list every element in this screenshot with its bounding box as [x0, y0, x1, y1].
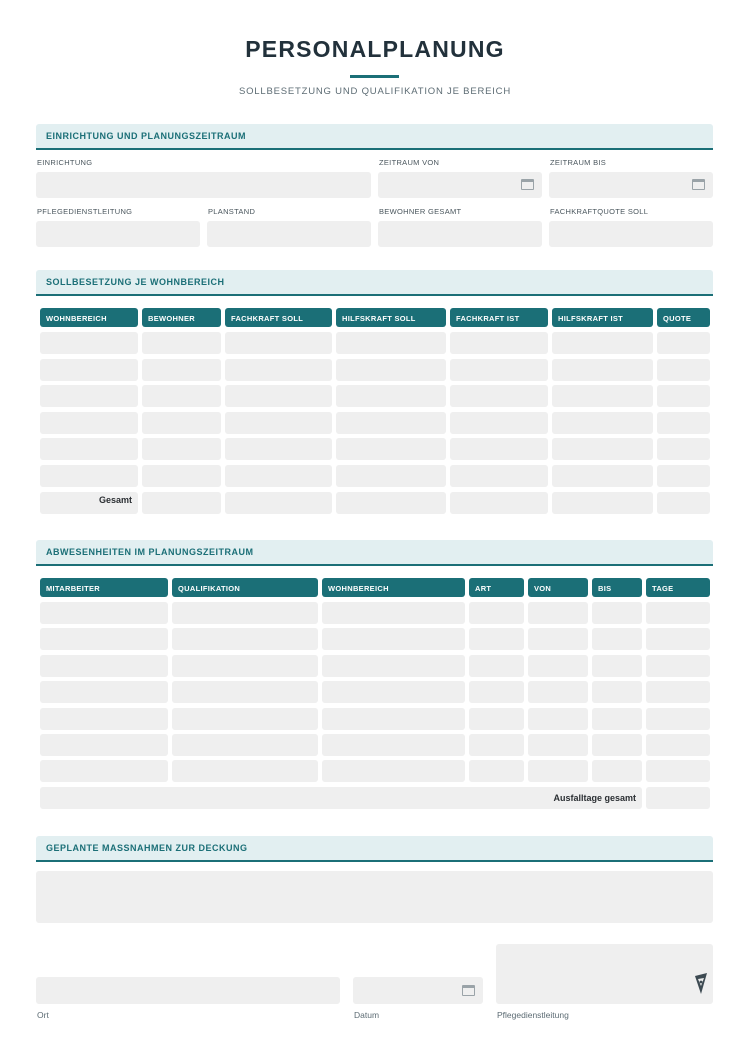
table-cell[interactable] [172, 708, 318, 730]
table-cell[interactable] [142, 385, 221, 407]
column-header: ART [469, 578, 524, 597]
table-cell[interactable] [552, 385, 653, 407]
table-cell[interactable] [646, 681, 710, 703]
table-cell[interactable] [646, 628, 710, 650]
table-cell[interactable] [552, 412, 653, 434]
table-cell[interactable] [40, 412, 138, 434]
table-cell[interactable] [336, 359, 446, 381]
section-heading: GEPLANTE MASSNAHMEN ZUR DECKUNG [46, 843, 248, 853]
table-cell[interactable] [142, 359, 221, 381]
table-cell[interactable] [172, 602, 318, 624]
table-cell[interactable] [552, 492, 653, 514]
table-cell[interactable] [657, 385, 710, 407]
datum-label: Datum [354, 1010, 380, 1020]
section-heading: EINRICHTUNG UND PLANUNGSZEITRAUM [46, 131, 246, 141]
column-header: MITARBEITER [40, 578, 168, 597]
table-cell[interactable] [450, 412, 548, 434]
table-cell[interactable] [322, 655, 465, 677]
column-header: VON [528, 578, 588, 597]
signature-field[interactable] [496, 944, 713, 1004]
table-cell[interactable] [225, 332, 332, 354]
table-cell[interactable] [40, 655, 168, 677]
table-cell[interactable] [450, 332, 548, 354]
table-cell[interactable] [336, 332, 446, 354]
table-cell[interactable] [40, 760, 168, 782]
table-cell[interactable] [172, 628, 318, 650]
table-cell[interactable] [469, 628, 524, 650]
table-cell[interactable] [592, 655, 642, 677]
table-cell[interactable] [592, 734, 642, 756]
table-cell[interactable] [657, 412, 710, 434]
column-header: WOHNBEREICH [322, 578, 465, 597]
table-cell[interactable] [469, 708, 524, 730]
table-cell[interactable] [322, 760, 465, 782]
column-header: BIS [592, 578, 642, 597]
table-cell[interactable] [142, 465, 221, 487]
column-header: WOHNBEREICH [40, 308, 138, 327]
signature-pen-icon [692, 972, 710, 996]
section-heading: ABWESENHEITEN IM PLANUNGSZEITRAUM [46, 547, 254, 557]
table-cell[interactable] [646, 655, 710, 677]
calendar-icon[interactable] [521, 179, 534, 190]
table-cell[interactable] [142, 412, 221, 434]
table-cell[interactable] [225, 465, 332, 487]
table-cell[interactable] [450, 438, 548, 460]
section-heading: SOLLBESETZUNG JE WOHNBEREICH [46, 277, 225, 287]
pflegedienstleitung-signature-label: Pflegedienstleitung [497, 1010, 569, 1020]
table-cell[interactable] [528, 602, 588, 624]
table-cell[interactable] [142, 438, 221, 460]
table-cell[interactable] [528, 760, 588, 782]
table-cell[interactable] [336, 412, 446, 434]
zeitraum-von-label: ZEITRAUM VON [379, 158, 440, 167]
massnahmen-textarea[interactable] [36, 871, 713, 923]
title-rule [350, 75, 399, 78]
page-title: PERSONALPLANUNG [245, 36, 505, 62]
table-cell[interactable] [225, 438, 332, 460]
section-sollbesetzung-header [36, 270, 713, 296]
column-header: BEWOHNER [142, 308, 221, 327]
table-cell[interactable] [225, 492, 332, 514]
table-cell[interactable] [142, 492, 221, 514]
table-cell[interactable] [592, 628, 642, 650]
table-cell[interactable] [336, 492, 446, 514]
table-cell[interactable] [336, 438, 446, 460]
table-cell[interactable] [592, 602, 642, 624]
table-cell[interactable] [322, 628, 465, 650]
table-cell[interactable] [142, 332, 221, 354]
table-cell[interactable] [592, 681, 642, 703]
ort-label: Ort [37, 1010, 49, 1020]
table-cell[interactable] [646, 734, 710, 756]
table-cell[interactable] [552, 359, 653, 381]
table-cell[interactable] [40, 734, 168, 756]
table-cell[interactable] [40, 708, 168, 730]
table-cell[interactable] [172, 734, 318, 756]
table-cell[interactable] [40, 465, 138, 487]
table-cell[interactable] [552, 332, 653, 354]
table-cell[interactable] [322, 734, 465, 756]
table-cell[interactable] [657, 438, 710, 460]
column-header: QUALIFIKATION [172, 578, 318, 597]
table-cell[interactable] [225, 385, 332, 407]
table-cell[interactable] [40, 332, 138, 354]
column-header: FACHKRAFT IST [450, 308, 548, 327]
table-cell[interactable] [450, 492, 548, 514]
table-cell[interactable] [336, 385, 446, 407]
planstand-label: PLANSTAND [208, 207, 256, 216]
table-cell[interactable] [552, 465, 653, 487]
table-cell[interactable] [646, 708, 710, 730]
table-cell[interactable] [528, 681, 588, 703]
zeitraum-bis-label: ZEITRAUM BIS [550, 158, 607, 167]
planstand-field[interactable] [207, 221, 371, 247]
table-cell[interactable] [592, 708, 642, 730]
column-header: HILFSKRAFT SOLL [336, 308, 446, 327]
zeitraum-bis-field[interactable] [549, 172, 713, 198]
table-cell[interactable] [40, 385, 138, 407]
column-header: HILFSKRAFT IST [552, 308, 653, 327]
table-cell[interactable] [450, 465, 548, 487]
table-cell[interactable] [322, 602, 465, 624]
table-cell[interactable] [469, 760, 524, 782]
table-cell[interactable] [225, 359, 332, 381]
datum-field[interactable] [353, 977, 483, 1004]
table-cell[interactable] [657, 359, 710, 381]
table-cell[interactable] [172, 760, 318, 782]
table-cell[interactable] [450, 359, 548, 381]
table-cell[interactable] [40, 681, 168, 703]
column-header: FACHKRAFT SOLL [225, 308, 332, 327]
calendar-icon[interactable] [692, 179, 705, 190]
bewohner-gesamt-label: BEWOHNER GESAMT [379, 207, 462, 216]
bewohner-gesamt-field[interactable] [378, 221, 542, 247]
table-cell[interactable] [225, 412, 332, 434]
section-massnahmen-header [36, 836, 713, 862]
fachkraftquote-soll-label: FACHKRAFTQUOTE SOLL [550, 207, 649, 216]
table-cell[interactable] [336, 465, 446, 487]
pflegedienstleitung-field[interactable] [36, 221, 200, 247]
ort-field[interactable] [36, 977, 340, 1004]
einrichtung-label: EINRICHTUNG [37, 158, 93, 167]
fachkraftquote-soll-field[interactable] [549, 221, 713, 247]
table-cell[interactable] [528, 628, 588, 650]
table-cell[interactable] [528, 734, 588, 756]
table-cell[interactable] [469, 681, 524, 703]
column-header: TAGE [646, 578, 710, 597]
einrichtung-field[interactable] [36, 172, 371, 198]
table-cell[interactable] [657, 492, 710, 514]
pflegedienstleitung-label: PFLEGEDIENSTLEITUNG [37, 207, 133, 216]
table-cell[interactable] [528, 708, 588, 730]
table-cell[interactable] [646, 602, 710, 624]
table-cell[interactable] [172, 655, 318, 677]
table-cell[interactable] [552, 438, 653, 460]
section-abwesenheiten-header [36, 540, 713, 566]
table-cell[interactable] [528, 655, 588, 677]
page-subtitle: SOLLBESETZUNG UND QUALIFIKATION JE BEREICH [238, 86, 512, 97]
ausfalltage-total-label: Ausfalltage gesamt [553, 793, 636, 803]
table-cell[interactable] [40, 438, 138, 460]
table-cell[interactable] [592, 760, 642, 782]
section-einrichtung-header [36, 124, 713, 150]
table-cell[interactable] [469, 602, 524, 624]
table-cell[interactable] [657, 465, 710, 487]
sollbesetzung-total-label: Gesamt [98, 495, 132, 505]
zeitraum-von-field[interactable] [378, 172, 542, 198]
table-cell[interactable] [469, 734, 524, 756]
table-cell[interactable] [469, 655, 524, 677]
table-cell[interactable] [40, 359, 138, 381]
table-cell[interactable] [450, 385, 548, 407]
calendar-icon[interactable] [462, 985, 475, 996]
table-cell[interactable] [40, 602, 168, 624]
table-cell[interactable] [322, 708, 465, 730]
table-cell[interactable] [172, 681, 318, 703]
table-cell[interactable] [40, 628, 168, 650]
column-header: QUOTE [657, 308, 710, 327]
table-cell[interactable] [646, 760, 710, 782]
table-cell[interactable] [657, 332, 710, 354]
ausfalltage-total-field[interactable] [646, 787, 710, 809]
table-cell[interactable] [322, 681, 465, 703]
